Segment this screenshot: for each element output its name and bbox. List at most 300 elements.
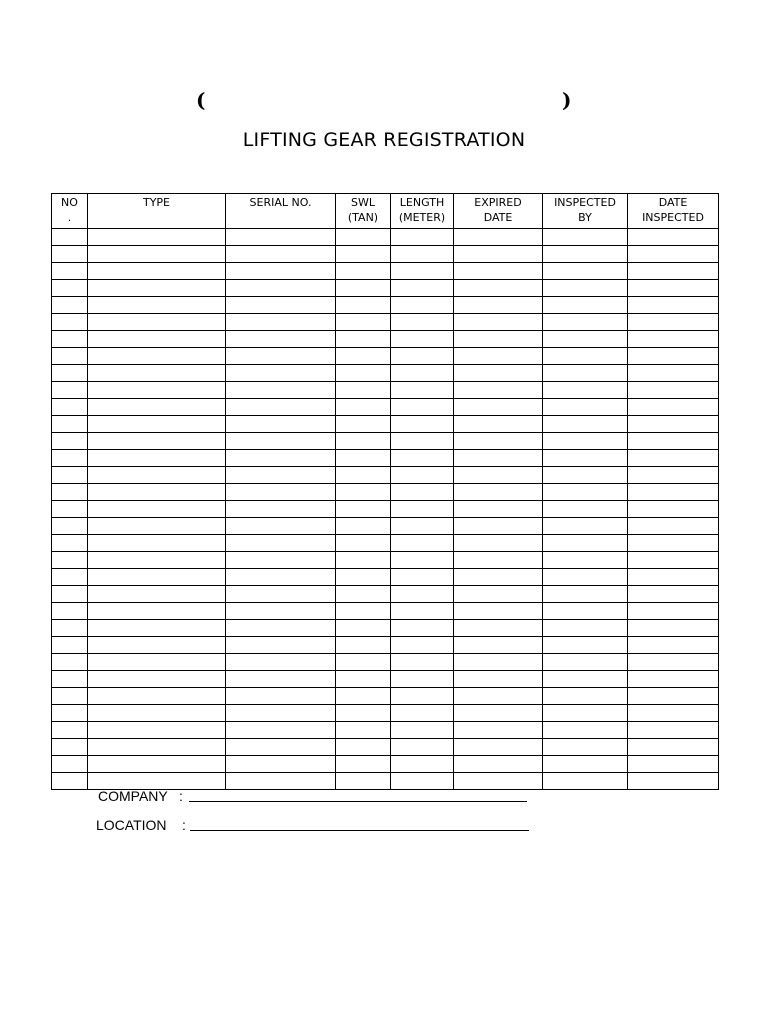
table-cell[interactable]	[336, 416, 391, 433]
table-cell[interactable]	[543, 314, 628, 331]
table-row	[52, 450, 719, 467]
table-cell[interactable]	[628, 773, 719, 790]
table-cell[interactable]	[543, 569, 628, 586]
company-field-line[interactable]	[189, 787, 527, 802]
table-cell[interactable]	[391, 297, 454, 314]
table-cell[interactable]	[52, 773, 88, 790]
table-cell[interactable]	[88, 654, 226, 671]
table-cell[interactable]	[391, 314, 454, 331]
table-cell[interactable]	[226, 450, 336, 467]
table-cell[interactable]	[336, 603, 391, 620]
table-cell[interactable]	[52, 246, 88, 263]
location-label: LOCATION	[96, 817, 167, 833]
table-cell[interactable]	[336, 756, 391, 773]
table-cell[interactable]	[52, 671, 88, 688]
table-cell[interactable]	[454, 603, 543, 620]
table-cell[interactable]	[628, 518, 719, 535]
table-cell[interactable]	[226, 654, 336, 671]
table-cell[interactable]	[628, 467, 719, 484]
table-cell[interactable]	[391, 552, 454, 569]
table-cell[interactable]	[336, 297, 391, 314]
table-cell[interactable]	[226, 416, 336, 433]
table-cell[interactable]	[391, 365, 454, 382]
table-row	[52, 688, 719, 705]
table-cell[interactable]	[391, 722, 454, 739]
table-cell[interactable]	[88, 501, 226, 518]
table-cell[interactable]	[391, 246, 454, 263]
table-cell[interactable]	[628, 229, 719, 246]
table-cell[interactable]	[543, 552, 628, 569]
table-cell[interactable]	[336, 501, 391, 518]
table-cell[interactable]	[226, 297, 336, 314]
table-cell[interactable]	[88, 297, 226, 314]
table-cell[interactable]	[226, 756, 336, 773]
table-cell[interactable]	[543, 739, 628, 756]
table-cell[interactable]	[336, 280, 391, 297]
table-cell[interactable]	[52, 620, 88, 637]
table-cell[interactable]	[543, 263, 628, 280]
table-cell[interactable]	[454, 229, 543, 246]
table-cell[interactable]	[52, 280, 88, 297]
table-cell[interactable]	[543, 535, 628, 552]
table-cell[interactable]	[52, 705, 88, 722]
table-row	[52, 263, 719, 280]
table-cell[interactable]	[628, 348, 719, 365]
table-cell[interactable]	[454, 365, 543, 382]
table-cell[interactable]	[391, 739, 454, 756]
table-cell[interactable]	[52, 603, 88, 620]
table-cell[interactable]	[88, 569, 226, 586]
table-cell[interactable]	[336, 552, 391, 569]
table-cell[interactable]	[52, 399, 88, 416]
table-cell[interactable]	[52, 467, 88, 484]
table-cell[interactable]	[454, 637, 543, 654]
table-cell[interactable]	[391, 433, 454, 450]
column-header-date-inspected: DATE INSPECTED	[628, 194, 719, 229]
table-row	[52, 739, 719, 756]
table-cell[interactable]	[336, 722, 391, 739]
column-header-expired-date: EXPIRED DATE	[454, 194, 543, 229]
table-cell[interactable]	[336, 399, 391, 416]
table-cell[interactable]	[454, 280, 543, 297]
table-cell[interactable]	[52, 688, 88, 705]
table-cell[interactable]	[226, 331, 336, 348]
table-cell[interactable]	[543, 382, 628, 399]
table-cell[interactable]	[628, 552, 719, 569]
table-cell[interactable]	[391, 603, 454, 620]
table-cell[interactable]	[454, 535, 543, 552]
table-cell[interactable]	[454, 331, 543, 348]
table-row	[52, 314, 719, 331]
table-cell[interactable]	[628, 739, 719, 756]
table-cell[interactable]	[454, 518, 543, 535]
table-cell[interactable]	[628, 586, 719, 603]
table-cell[interactable]	[226, 314, 336, 331]
table-cell[interactable]	[226, 280, 336, 297]
table-cell[interactable]	[628, 637, 719, 654]
table-row	[52, 280, 719, 297]
table-cell[interactable]	[52, 331, 88, 348]
table-cell[interactable]	[88, 739, 226, 756]
table-cell[interactable]	[543, 671, 628, 688]
table-cell[interactable]	[336, 688, 391, 705]
table-cell[interactable]	[52, 535, 88, 552]
table-cell[interactable]	[543, 637, 628, 654]
column-header-length: LENGTH (METER)	[391, 194, 454, 229]
table-cell[interactable]	[391, 671, 454, 688]
table-cell[interactable]	[336, 348, 391, 365]
table-cell[interactable]	[336, 331, 391, 348]
table-cell[interactable]	[628, 416, 719, 433]
table-cell[interactable]	[336, 620, 391, 637]
table-cell[interactable]	[336, 263, 391, 280]
table-cell[interactable]	[628, 501, 719, 518]
table-cell[interactable]	[454, 348, 543, 365]
table-header-row	[52, 194, 719, 229]
table-cell[interactable]	[628, 705, 719, 722]
open-bracket: (	[196, 88, 206, 112]
table-cell[interactable]	[88, 620, 226, 637]
table-cell[interactable]	[88, 382, 226, 399]
table-cell[interactable]	[226, 552, 336, 569]
table-cell[interactable]	[226, 229, 336, 246]
table-cell[interactable]	[336, 671, 391, 688]
page-title: LIFTING GEAR REGISTRATION	[242, 129, 526, 151]
table-cell[interactable]	[543, 365, 628, 382]
location-colon: :	[182, 817, 186, 833]
table-cell[interactable]	[88, 552, 226, 569]
table-cell[interactable]	[88, 467, 226, 484]
table-cell[interactable]	[391, 229, 454, 246]
table-cell[interactable]	[628, 280, 719, 297]
table-cell[interactable]	[88, 263, 226, 280]
table-row	[52, 433, 719, 450]
table-cell[interactable]	[226, 569, 336, 586]
table-cell[interactable]	[336, 705, 391, 722]
table-cell[interactable]	[88, 603, 226, 620]
table-cell[interactable]	[454, 586, 543, 603]
table-cell[interactable]	[52, 314, 88, 331]
table-row	[52, 654, 719, 671]
table-cell[interactable]	[628, 603, 719, 620]
table-cell[interactable]	[628, 484, 719, 501]
table-cell[interactable]	[543, 399, 628, 416]
table-cell[interactable]	[52, 297, 88, 314]
table-cell[interactable]	[628, 246, 719, 263]
table-cell[interactable]	[628, 297, 719, 314]
table-row	[52, 229, 719, 246]
table-cell[interactable]	[628, 399, 719, 416]
table-cell[interactable]	[543, 518, 628, 535]
table-cell[interactable]	[226, 586, 336, 603]
table-cell[interactable]	[391, 416, 454, 433]
table-cell[interactable]	[543, 229, 628, 246]
table-cell[interactable]	[628, 314, 719, 331]
table-cell[interactable]	[454, 416, 543, 433]
table-cell[interactable]	[52, 552, 88, 569]
table-cell[interactable]	[226, 620, 336, 637]
table-cell[interactable]	[52, 501, 88, 518]
table-cell[interactable]	[88, 688, 226, 705]
table-cell[interactable]	[391, 450, 454, 467]
table-cell[interactable]	[543, 773, 628, 790]
table-cell[interactable]	[88, 246, 226, 263]
table-cell[interactable]	[336, 518, 391, 535]
table-cell[interactable]	[454, 569, 543, 586]
table-cell[interactable]	[88, 518, 226, 535]
table-cell[interactable]	[543, 620, 628, 637]
table-cell[interactable]	[88, 348, 226, 365]
table-cell[interactable]	[543, 603, 628, 620]
table-cell[interactable]	[88, 756, 226, 773]
table-cell[interactable]	[88, 416, 226, 433]
table-cell[interactable]	[336, 637, 391, 654]
table-cell[interactable]	[543, 501, 628, 518]
table-cell[interactable]	[543, 705, 628, 722]
table-cell[interactable]	[88, 705, 226, 722]
table-cell[interactable]	[52, 654, 88, 671]
table-cell[interactable]	[88, 280, 226, 297]
table-cell[interactable]	[52, 569, 88, 586]
table-cell[interactable]	[88, 229, 226, 246]
table-cell[interactable]	[226, 382, 336, 399]
table-cell[interactable]	[628, 620, 719, 637]
table-cell[interactable]	[336, 535, 391, 552]
table-cell[interactable]	[336, 365, 391, 382]
table-cell[interactable]	[391, 586, 454, 603]
table-cell[interactable]	[52, 484, 88, 501]
table-cell[interactable]	[52, 450, 88, 467]
table-row	[52, 569, 719, 586]
table-body	[52, 229, 719, 790]
table-cell[interactable]	[226, 348, 336, 365]
table-row	[52, 365, 719, 382]
table-cell[interactable]	[543, 688, 628, 705]
table-cell[interactable]	[454, 501, 543, 518]
table-cell[interactable]	[454, 246, 543, 263]
table-cell[interactable]	[226, 433, 336, 450]
table-cell[interactable]	[52, 382, 88, 399]
table-cell[interactable]	[391, 688, 454, 705]
table-cell[interactable]	[226, 671, 336, 688]
table-cell[interactable]	[52, 433, 88, 450]
table-cell[interactable]	[52, 518, 88, 535]
table-cell[interactable]	[88, 722, 226, 739]
table-cell[interactable]	[52, 263, 88, 280]
table-cell[interactable]	[336, 246, 391, 263]
table-cell[interactable]	[52, 756, 88, 773]
table-cell[interactable]	[226, 399, 336, 416]
table-cell[interactable]	[336, 433, 391, 450]
table-cell[interactable]	[52, 739, 88, 756]
table-row	[52, 297, 719, 314]
table-row	[52, 552, 719, 569]
table-cell[interactable]	[628, 382, 719, 399]
table-cell[interactable]	[454, 654, 543, 671]
table-cell[interactable]	[52, 586, 88, 603]
table-cell[interactable]	[391, 705, 454, 722]
table-cell[interactable]	[226, 518, 336, 535]
table-cell[interactable]	[543, 280, 628, 297]
table-cell[interactable]	[226, 484, 336, 501]
table-cell[interactable]	[391, 263, 454, 280]
table-cell[interactable]	[391, 348, 454, 365]
table-cell[interactable]	[543, 586, 628, 603]
table-cell[interactable]	[52, 348, 88, 365]
table-cell[interactable]	[52, 637, 88, 654]
table-row	[52, 467, 719, 484]
table-cell[interactable]	[52, 229, 88, 246]
table-cell[interactable]	[454, 705, 543, 722]
table-cell[interactable]	[391, 382, 454, 399]
table-row	[52, 348, 719, 365]
table-cell[interactable]	[391, 467, 454, 484]
table-cell[interactable]	[226, 535, 336, 552]
table-cell[interactable]	[454, 297, 543, 314]
table-cell[interactable]	[454, 671, 543, 688]
table-cell[interactable]	[88, 535, 226, 552]
table-cell[interactable]	[454, 722, 543, 739]
table-row	[52, 671, 719, 688]
table-cell[interactable]	[454, 382, 543, 399]
table-cell[interactable]	[628, 671, 719, 688]
column-header-swl: SWL (TAN)	[336, 194, 391, 229]
table-cell[interactable]	[336, 450, 391, 467]
table-cell[interactable]	[628, 450, 719, 467]
table-cell[interactable]	[226, 722, 336, 739]
close-bracket: )	[562, 88, 572, 112]
table-cell[interactable]	[391, 484, 454, 501]
table-cell[interactable]	[88, 484, 226, 501]
table-cell[interactable]	[543, 722, 628, 739]
table-cell[interactable]	[543, 756, 628, 773]
table-row	[52, 501, 719, 518]
table-cell[interactable]	[543, 433, 628, 450]
table-cell[interactable]	[628, 654, 719, 671]
table-cell[interactable]	[543, 246, 628, 263]
table-cell[interactable]	[391, 280, 454, 297]
table-cell[interactable]	[336, 739, 391, 756]
table-cell[interactable]	[543, 467, 628, 484]
table-cell[interactable]	[226, 246, 336, 263]
table-cell[interactable]	[454, 739, 543, 756]
table-cell[interactable]	[88, 586, 226, 603]
table-cell[interactable]	[52, 416, 88, 433]
table-cell[interactable]	[391, 331, 454, 348]
table-cell[interactable]	[52, 722, 88, 739]
table-cell[interactable]	[454, 620, 543, 637]
table-cell[interactable]	[454, 688, 543, 705]
table-cell[interactable]	[391, 637, 454, 654]
table-cell[interactable]	[336, 654, 391, 671]
table-cell[interactable]	[336, 382, 391, 399]
table-cell[interactable]	[391, 620, 454, 637]
table-cell[interactable]	[336, 586, 391, 603]
lifting-gear-table	[51, 193, 719, 790]
table-cell[interactable]	[454, 467, 543, 484]
table-cell[interactable]	[88, 365, 226, 382]
table-row	[52, 331, 719, 348]
table-cell[interactable]	[628, 688, 719, 705]
table-cell[interactable]	[226, 688, 336, 705]
table-cell[interactable]	[336, 467, 391, 484]
table-cell[interactable]	[454, 433, 543, 450]
table-row	[52, 535, 719, 552]
table-cell[interactable]	[336, 314, 391, 331]
table-cell[interactable]	[226, 467, 336, 484]
location-field-line[interactable]	[190, 816, 529, 831]
table-cell[interactable]	[543, 450, 628, 467]
table-row	[52, 637, 719, 654]
table-row	[52, 620, 719, 637]
table-row	[52, 382, 719, 399]
table-cell[interactable]	[226, 739, 336, 756]
table-cell[interactable]	[454, 399, 543, 416]
column-header-no: NO .	[52, 194, 88, 229]
table-cell[interactable]	[454, 756, 543, 773]
table-cell[interactable]	[88, 637, 226, 654]
table-cell[interactable]	[336, 229, 391, 246]
table-cell[interactable]	[391, 535, 454, 552]
table-cell[interactable]	[226, 263, 336, 280]
table-cell[interactable]	[226, 637, 336, 654]
table-cell[interactable]	[543, 348, 628, 365]
table-cell[interactable]	[226, 365, 336, 382]
table-cell[interactable]	[454, 450, 543, 467]
table-cell[interactable]	[454, 263, 543, 280]
table-cell[interactable]	[454, 552, 543, 569]
company-colon: :	[179, 788, 183, 804]
company-label: COMPANY	[98, 788, 168, 804]
table-cell[interactable]	[543, 297, 628, 314]
table-cell[interactable]	[226, 705, 336, 722]
table-cell[interactable]	[88, 450, 226, 467]
table-cell[interactable]	[336, 569, 391, 586]
table-cell[interactable]	[226, 603, 336, 620]
table-cell[interactable]	[391, 756, 454, 773]
table-cell[interactable]	[52, 365, 88, 382]
table-cell[interactable]	[628, 365, 719, 382]
table-cell[interactable]	[88, 399, 226, 416]
table-cell[interactable]	[391, 654, 454, 671]
table-cell[interactable]	[88, 433, 226, 450]
table-cell[interactable]	[543, 484, 628, 501]
table-cell[interactable]	[391, 399, 454, 416]
table-cell[interactable]	[628, 722, 719, 739]
table-cell[interactable]	[88, 671, 226, 688]
table-cell[interactable]	[391, 501, 454, 518]
table-cell[interactable]	[391, 518, 454, 535]
table-cell[interactable]	[628, 569, 719, 586]
table-cell[interactable]	[543, 331, 628, 348]
table-cell[interactable]	[628, 331, 719, 348]
table-cell[interactable]	[543, 416, 628, 433]
table-cell[interactable]	[88, 314, 226, 331]
table-cell[interactable]	[336, 484, 391, 501]
table-cell[interactable]	[628, 535, 719, 552]
table-cell[interactable]	[543, 654, 628, 671]
table-cell[interactable]	[628, 263, 719, 280]
table-cell[interactable]	[454, 484, 543, 501]
table-cell[interactable]	[628, 756, 719, 773]
table-cell[interactable]	[88, 331, 226, 348]
column-header-type: TYPE	[88, 194, 226, 229]
table-cell[interactable]	[226, 501, 336, 518]
table-cell[interactable]	[391, 569, 454, 586]
table-cell[interactable]	[454, 314, 543, 331]
table-row	[52, 722, 719, 739]
table-cell[interactable]	[628, 433, 719, 450]
